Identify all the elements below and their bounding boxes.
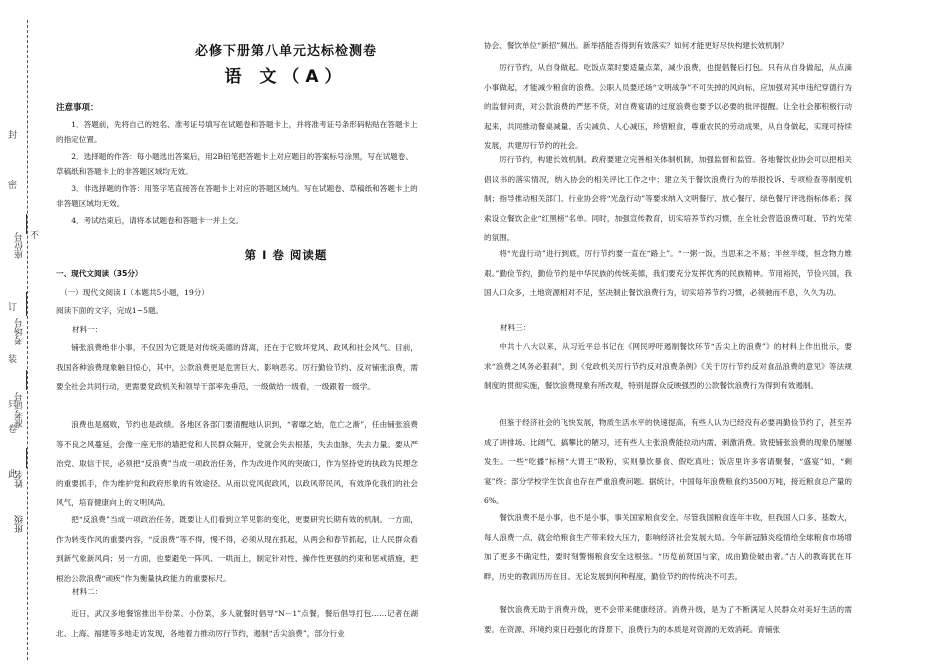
exam-title: 必修下册第八单元达标检测卷 bbox=[194, 44, 377, 59]
name-label: 姓名 bbox=[15, 470, 25, 488]
passage-paragraph: 把“反浪费”当成一项政治任务，既要让人们看到立竿见影的变化，更要研究长期有效的机制。一方面，作为转变作风的重要内容，“反浪费”等不得，慢不得，必须从现在抓起，从两会和春节抓起，让人民群众看到新气象新风尚；另一方面，也要避免一阵风、一哄而上，制定针对性、操作性更强的约束和惩戒措施，把根治公款浪费“顽疾”作为衡量执政能力的重要标尺。 bbox=[56, 515, 418, 583]
admission-number-label: 准考证号 bbox=[15, 392, 25, 428]
notice-item: 4．考试结束后，请将本试题卷和答题卡一并上交。 bbox=[71, 216, 244, 225]
seal-char: 只 bbox=[8, 400, 18, 410]
notice-item: 1．答题前，先将自己的姓名、准考证号填写在试题卷和答题卡上，并将准考证号条形码粘贴在答题卡上的指定位置。 bbox=[56, 120, 418, 144]
exam-room-line bbox=[26, 292, 27, 316]
seat-number-label: 座位号 bbox=[15, 232, 25, 259]
seal-char: 不 bbox=[30, 231, 40, 241]
class-label: 班级 bbox=[15, 515, 25, 533]
binding-strip bbox=[0, 0, 48, 672]
notice-heading: 注意事项： bbox=[56, 103, 99, 113]
part-heading: 一、现代文阅读（35分） bbox=[56, 269, 143, 278]
seal-char: 订 bbox=[8, 303, 18, 313]
material-1-label: 材料一： bbox=[72, 325, 103, 334]
exam-room-label: 考场号 bbox=[15, 318, 25, 345]
subject-title: 语 文（A） bbox=[224, 67, 348, 87]
passage-paragraph: 浪费也是腐败，节约也是政绩。各地区各部门要清醒地认识到，“奢靡之始，危亡之渐”，任由铺张浪费等不良之风蔓延，会像一座无形的墙把党和人民群众隔开，党就会失去根基，失去血脉，失去力量。要从严治党、取信于民，必须把“反浪费”当成一项政治任务，作为改进作风的突破口，作为坚持党的执政为民理念的重要抓手，作为维护党和政府形象的有效途径。从而以党风促政风，以政风带民风，有效净化我们的社会风气，培育健康向上的文明风尚。 bbox=[56, 420, 418, 507]
passage-paragraph: 近日，武汉多地餐馆推出半份菜、小份菜，多人就餐时倡导“N－1”点餐，餐后倡导打包……记者在湖北、上海、福建等多地走访发现，各地着力推动厉行节约，遏制“舌尖浪费”，部分行业 bbox=[56, 609, 418, 638]
sub-part-heading: （一）现代文阅读 I（本题共5小题，19分） bbox=[60, 288, 209, 297]
passage-paragraph: 餐饮浪费无助于消费升级，更不会带来健康经济。消费升级，是为了不断满足人民群众对美好生活的需要。在资源、环境约束日趋强化的背景下，浪费行为的本质是对资源的无效消耗。青铺张 bbox=[484, 605, 852, 634]
passage-paragraph: 将“光盘行动”进行到底，厉行节约要一直在“路上”。“一粥一饭，当思来之不易；半丝半缕，恒念物力维艰。”勤俭节约，勤俭节约是中华民族的传统美德，我们要充分发挥优秀的民族精神。节用裕民，节俭兴国，我国人口众多，土地资源相对不足，坚决制止餐饮浪费行为，切实培养节约习惯，必须驰而不息，久久为功。 bbox=[484, 249, 852, 297]
passage-paragraph: 铺张浪费绝非小事，不仅因为它既是对传统美德的背离，还在于它败坏党风、政风和社会风气。目前，我国各种浪费现象触目惊心，其中，公款浪费更是危害巨大、影响恶劣。厉行勤俭节约、反对铺张浪费，需要全社会共同行动，更需要党政机关和领导干部率先垂范，一级做给一级看，一级跟着一级学。 bbox=[56, 343, 418, 391]
passage-paragraph: 厉行节约，构建长效机制。政府要建立完善相关体制机制，加强监督和监管。各地餐饮业协会可以把相关倡议书的落实情况，纳入协会的相关评比工作之中；建立关于餐饮浪费行为的举报投诉、专项检查等制度机制；指导推动相关部门、行业协会将“光盘行动”等要求纳入文明餐厅、放心餐厅、绿色餐厅评选指标体系；探索设立餐饮企业“红黑榜”名单。同时，加强宣传教育，切实培养节约习惯，在全社会营造浪费可耻、节约光荣的氛围。 bbox=[484, 155, 852, 242]
seal-char: 密 bbox=[8, 181, 18, 191]
passage-paragraph: 餐饮浪费不是小事，也不是小事，事关国家粮食安全。尽管我国粮食连年丰收，但我国人口多、基数大，每人浪费一点，就会给粮食生产带来较大压力，影响经济社会发展大局。今年新冠肺炎疫情给全球粮食市场增加了更多不确定性，要时刻警惕粮食安全这根弦。“历览前贤国与家，成由勤俭破由奢。”古人的教诲犹在耳畔，历史的教训历历在目。无论发展到何种程度，勤俭节约的传统决不可丢。 bbox=[484, 513, 852, 581]
passage-paragraph: 厉行节约，从自身做起。吃饭点菜时要适量点菜，减少浪费，也提倡餐后打包。只有从自身做起，从点滴小事做起，才能减少粮食的浪费。公职人员要还场“文明战争”不可失掉的风向标，应加强对其申违纪穿德行为的监督问责，对公款浪费的严惩不贷，对自费宴请的过度浪费也要予以必要的批评提醒。让全社会都积极行动起来，共同推动餐桌减量、舌尖减负、人心减压，珍惜粮食，尊重农民的劳动成果，从自身做起，实现可持续发展，共建厉行节约的社会。 bbox=[484, 63, 852, 150]
seat-number-line bbox=[26, 214, 27, 234]
section-title: 第 I 卷 阅读题 bbox=[244, 248, 328, 262]
passage-paragraph: 协会、餐饮单位“新招”频出。新举措能否得到有效落实？如何才能更好尽快构建长效机制？ bbox=[484, 41, 788, 50]
seal-char: 封 bbox=[8, 131, 18, 141]
admission-number-line bbox=[26, 370, 27, 390]
name-line bbox=[26, 448, 27, 468]
seal-char: 装 bbox=[8, 355, 18, 365]
passage-paragraph: 中共十八大以来，从习近平总书记在《网民呼吁遏制餐饮环节“舌尖上的浪费”》的材料上作出批示，要求“浪费之风务必狠刹”，到《党政机关厉行节约反对浪费条例》《关于厉行节约反对食品浪费的意见》等法规制度的贯彻实施，餐饮浪费现象有所改观，特别是群众反映强烈的公款餐饮浪费行为得到有效遏制。 bbox=[484, 342, 852, 390]
material-2-label: 材料二： bbox=[72, 587, 103, 596]
notice-item: 2．选择题的作答：每小题选出答案后，用2B铅笔把答题卡上对应题目的答案标号涂黑，写在试题卷、草稿纸和答题卡上的非答题区域均无效。 bbox=[56, 152, 413, 176]
passage-paragraph: 但鉴于经济社会的飞快发展，物质生活水平的快速提高，有些人认为已经没有必要再勤俭节约了，甚至养成了讲排场、比阔气、搞攀比的陋习，还有些人主张浪费能拉动内需、刺激消费。致使铺张浪费的现象仍屡屡发生。一些“吃播”标榜“大胃王”吸粉，实则暴饮暴食、假吃真吐；饭店里许多客请聚餐，“盛宴”如，“剩宴”终；部分学校学生饮食也存在严重浪费问题。据统计，中国每年浪费粮食约3500万吨，接近粮食总产量的6%。 bbox=[484, 418, 852, 505]
instruction: 阅读下面的文字，完成1~5题。 bbox=[56, 306, 164, 315]
seal-char: 卷 bbox=[8, 425, 18, 435]
seal-char: 此 bbox=[8, 470, 18, 480]
material-3-label: 材料三： bbox=[500, 323, 531, 332]
seal-dashed-line bbox=[27, 20, 28, 660]
notice-item: 3．非选择题的作答：用签字笔直接答在答题卡上对应的答题区域内。写在试题卷、草稿纸和答题卡上的非答题区域均无效。 bbox=[56, 184, 418, 208]
